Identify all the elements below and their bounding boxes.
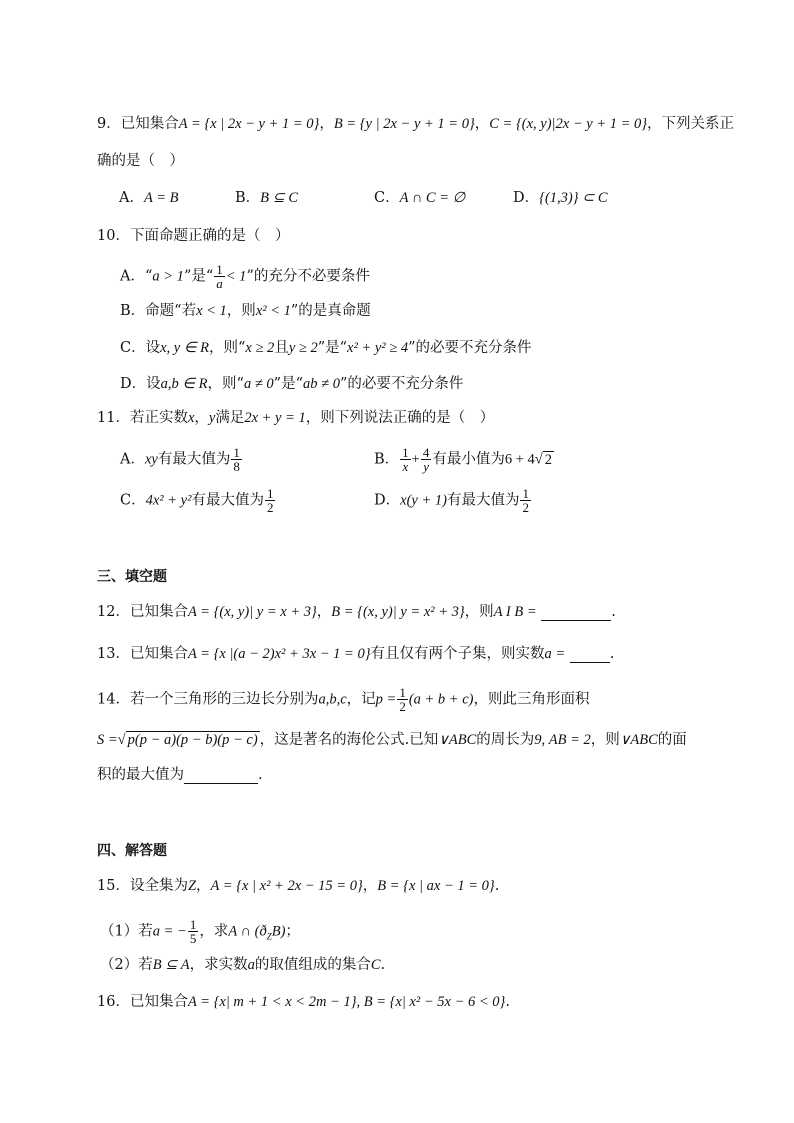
text: 已知集合: [129, 646, 188, 662]
math: 2x + y = 1: [244, 410, 306, 426]
q11-option-c: [120, 487, 276, 514]
numerator: 1: [402, 445, 409, 460]
q10-stem: [97, 227, 289, 245]
text: 积的最大值为: [97, 767, 184, 783]
q9-set-c: C = {(x, y)|2x − y + 1 = 0}: [489, 116, 648, 132]
math: A I B =: [493, 604, 537, 620]
text: ”的充分不必要条件: [246, 268, 370, 285]
math: x: [187, 410, 195, 426]
q10-text: 下面命题正确的是（ ）: [129, 228, 290, 244]
option-math: {(1,3)} ⊂ C: [539, 190, 608, 206]
text: 的面: [657, 732, 687, 748]
q12-number: 12．: [97, 604, 130, 620]
text: 满足: [215, 410, 245, 426]
text: ，: [194, 410, 209, 426]
q9-text: 已知集合: [120, 116, 179, 132]
text: （1）若: [100, 923, 153, 940]
math: a = −: [152, 923, 187, 940]
text: A．: [120, 451, 145, 468]
math: 4x² + y²: [145, 492, 192, 509]
text: ，求实数: [189, 957, 248, 973]
q15: 15．设全集为Z，A = {x | x² + 2x − 15 = 0}，B = {x | ax − 1 = 0}.: [97, 878, 500, 894]
math: p =: [375, 691, 397, 708]
text: ”是“: [273, 376, 303, 392]
fraction: [188, 918, 199, 945]
math: +: [411, 451, 420, 468]
text: ，这是著名的海伦公式.已知: [259, 732, 439, 748]
text: ”的是真命题: [290, 303, 371, 319]
q15-part1: [100, 918, 300, 945]
q11-stem: [97, 409, 494, 427]
math: ab ≠ 0: [302, 376, 340, 392]
option-label: A．: [119, 190, 144, 206]
q9-option-d: [513, 189, 608, 207]
numerator: 4: [422, 445, 430, 460]
text: .: [380, 957, 386, 973]
text: .: [258, 767, 263, 783]
text: 有最大值为: [446, 492, 520, 509]
section-heading-solutions: 四、解答题: [97, 843, 167, 859]
q10-option-d: [120, 375, 463, 393]
math: ∨ABC: [619, 732, 658, 748]
denominator: 2: [399, 699, 406, 714]
denominator: a: [216, 276, 223, 291]
option-math: B ⊆ C: [260, 190, 299, 206]
q10-number: 10．: [97, 228, 130, 244]
q11-option-a: [120, 446, 243, 473]
q9-line1: 9．已知集合A = {x | 2x − y + 1 = 0}，B = {y | 2x − y + 1 = 0}，C = {(x, y)|2x − y + 1 = 0}，下列关系正: [97, 116, 735, 132]
text: ，记: [346, 691, 376, 708]
math: a,b ∈ R: [160, 376, 208, 392]
text: .: [611, 604, 616, 620]
text: B．命题“若: [120, 303, 197, 319]
option-math: A ∩ C = ∅: [399, 190, 466, 206]
q10-option-b: [120, 302, 371, 320]
text: 若正实数: [129, 410, 188, 426]
math: x(y + 1): [400, 492, 447, 509]
text: ，则: [464, 604, 494, 620]
q9-set-a: A = {x | 2x − y + 1 = 0}: [178, 116, 320, 132]
q10-option-a: [120, 263, 370, 290]
q9-number: 9．: [97, 116, 121, 132]
fraction: [231, 446, 242, 473]
text: C．设: [120, 340, 161, 356]
numerator: 1: [522, 486, 529, 501]
math: B = {(x, y)| y = x² + 3}: [331, 604, 465, 620]
math: ∨ABC: [438, 732, 477, 748]
option-math: A = B: [143, 190, 179, 206]
text: 的取值组成的集合: [254, 957, 371, 973]
q14-line2: S =√ p(p − a)(p − b)(p − c) ，这是著名的海伦公式.已知∨ABC的周长为9, AB = 2，则∨ABC的面: [97, 732, 687, 748]
math: A ∩ (ð: [228, 923, 267, 940]
q9-text-end: 确的是（ ）: [97, 153, 184, 169]
fraction: [214, 263, 225, 290]
subscript: Z: [266, 931, 272, 942]
q9-text-tail: ，下列关系正: [647, 116, 735, 132]
text: A．“: [120, 268, 153, 285]
math: A = {x | x² + 2x − 15 = 0}: [210, 878, 363, 894]
math: x < 1: [196, 303, 227, 319]
text: 有最大值为: [191, 492, 264, 509]
text: 设全集为: [129, 878, 188, 894]
fraction: [397, 686, 408, 713]
math: Z: [187, 878, 197, 894]
q9-set-b: B = {y | 2x − y + 1 = 0}: [333, 116, 475, 132]
denominator: y: [423, 459, 429, 474]
q15-number: 15．: [97, 878, 130, 894]
math: (a + b + c): [408, 691, 474, 708]
q9-option-b: [235, 189, 298, 207]
text: ，则: [226, 303, 256, 319]
math: 9, AB = 2: [534, 732, 591, 748]
q14-line1: [97, 686, 589, 713]
q9-option-c: [374, 189, 465, 207]
text: ，则“: [208, 340, 246, 356]
text: ”的必要不充分条件: [339, 376, 464, 392]
math: B): [271, 923, 286, 940]
text: 已知集合: [129, 994, 188, 1010]
option-label: D．: [513, 190, 540, 206]
text: ”是“: [317, 340, 348, 356]
text: ，求: [199, 923, 229, 940]
numerator: 1: [216, 262, 223, 277]
numerator: 1: [266, 486, 274, 501]
math: A = {(x, y)| y = x + 3}: [187, 604, 317, 620]
text: ，则: [590, 732, 620, 748]
fraction: [400, 446, 411, 473]
text: 且: [274, 340, 289, 356]
option-label: C．: [374, 190, 400, 206]
q12: [97, 603, 616, 621]
math: S =: [97, 732, 118, 748]
q11-option-d: [374, 487, 532, 514]
text: 有最小值为: [432, 451, 505, 468]
denominator: 8: [233, 459, 240, 474]
q9-line2: [97, 152, 184, 170]
q16-number: 16．: [97, 994, 130, 1010]
q16: [97, 993, 510, 1011]
text: ”的必要不充分条件: [408, 340, 532, 356]
text: ，则“: [207, 376, 244, 392]
math: 6 + 4: [504, 451, 535, 468]
math: a ≠ 0: [243, 376, 274, 392]
denominator: x: [402, 459, 409, 474]
math: B = {x | ax − 1 = 0}: [377, 878, 495, 894]
text: （2）若: [100, 957, 153, 973]
q14-number: 14．: [97, 691, 130, 708]
text: B．: [374, 451, 400, 468]
text: 已知集合: [129, 604, 188, 620]
fraction: [421, 446, 432, 473]
numerator: 1: [233, 445, 240, 460]
math: x² < 1: [255, 303, 291, 319]
q13: [97, 645, 614, 663]
denominator: 5: [189, 931, 197, 946]
text: .: [494, 878, 500, 894]
q15-part2: [100, 956, 385, 974]
math: xy: [144, 451, 158, 468]
math: x, y ∈ R: [160, 340, 209, 356]
fraction: [265, 487, 276, 514]
text: ，则此三角形面积: [473, 691, 590, 708]
math: a,b,c: [318, 691, 347, 708]
text: .: [505, 994, 510, 1010]
math: A = {x |(a − 2)x² + 3x − 1 = 0}: [187, 646, 371, 662]
q11-option-b: B． $\frac{1}{x}$ + $\frac{4}{y}$ 有最小值为6 + 4√ 2: [374, 445, 552, 474]
text: 若一个三角形的三边长分别为: [129, 691, 319, 708]
radicand: p(p − a)(p − b)(p − c): [127, 732, 258, 748]
radicand: 2: [544, 451, 552, 468]
math: x² + y² ≥ 4: [347, 340, 409, 356]
text: C．: [120, 492, 146, 509]
numerator: 1: [399, 685, 406, 700]
math: a > 1: [152, 268, 184, 285]
text: D．设: [120, 376, 161, 392]
q13-number: 13．: [97, 646, 130, 662]
math: C: [370, 957, 381, 973]
fraction: [520, 487, 531, 514]
math: y: [208, 410, 216, 426]
text: ；: [285, 923, 300, 940]
math: a =: [544, 646, 566, 662]
q11-number: 11．: [97, 410, 130, 426]
text: .: [609, 646, 615, 662]
q9-option-a: [119, 189, 178, 207]
denominator: 2: [522, 500, 529, 515]
text: ”是“: [183, 268, 214, 285]
math: B ⊆ A: [152, 957, 190, 973]
q14-line3: [97, 766, 263, 784]
q10-option-c: [120, 339, 532, 357]
answer-blank[interactable]: [541, 606, 611, 621]
numerator: 1: [189, 917, 197, 932]
text: ，: [316, 604, 332, 620]
math: y ≥ 2: [288, 340, 318, 356]
math: x ≥ 2: [245, 340, 275, 356]
option-label: B．: [235, 190, 261, 206]
math: a: [247, 957, 255, 973]
text: D．: [374, 492, 401, 509]
answer-blank[interactable]: [184, 769, 258, 784]
text: ，则下列说法正确的是（ ）: [305, 410, 495, 426]
denominator: 2: [266, 500, 274, 515]
math: A = {x| m + 1 < x < 2m − 1}, B = {x| x² − 5x − 6 < 0}: [187, 994, 506, 1010]
text: 的周长为: [476, 732, 535, 748]
math: < 1: [225, 268, 247, 285]
text: 有最大值为: [157, 451, 231, 468]
section-heading-fill-in: 三、填空题: [97, 569, 167, 585]
text: 有且仅有两个子集，则实数: [370, 646, 545, 662]
answer-blank[interactable]: [570, 648, 610, 663]
